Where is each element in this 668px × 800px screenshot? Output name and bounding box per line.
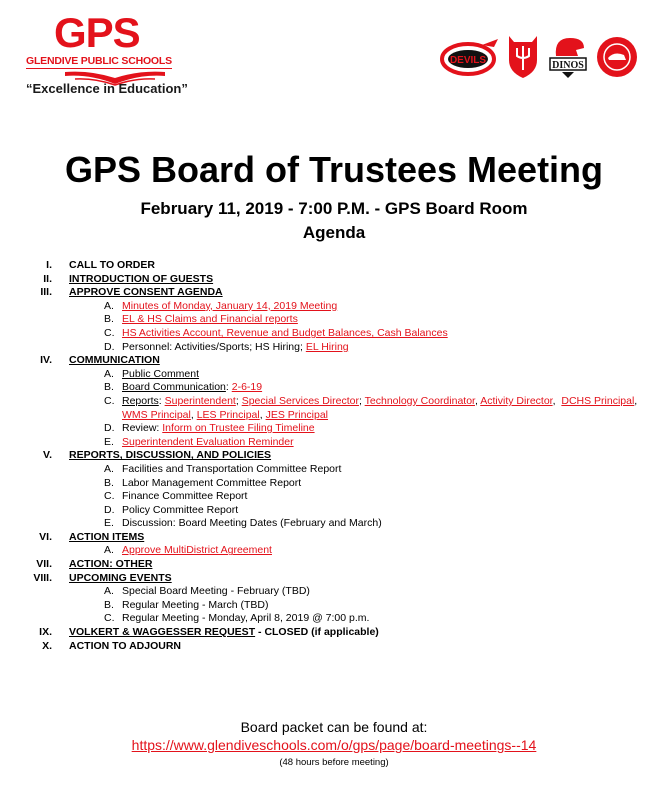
agenda-item: [0, 381, 668, 395]
logo-text: GPS: [54, 9, 140, 56]
separator: :: [158, 394, 165, 407]
minutes-link[interactable]: Minutes of Monday, January 14, 2019 Meeting: [122, 299, 338, 312]
agenda-item: [0, 327, 668, 341]
item-text: Regular Meeting - March (TBD): [122, 598, 269, 611]
agenda-item: [0, 368, 668, 382]
section-title: UPCOMING EVENTS: [69, 571, 172, 584]
el-hiring-link[interactable]: EL Hiring: [305, 340, 349, 353]
trident-shield-logo-icon: [506, 34, 540, 80]
section-title: VOLKERT & WAGGESSER REQUEST: [69, 626, 256, 639]
section-numeral: X.: [42, 639, 52, 652]
agenda-section: [0, 531, 668, 545]
board-packet-note: (48 hours before meeting): [279, 757, 389, 768]
item-letter: B.: [104, 381, 114, 394]
agenda-item: [0, 463, 668, 477]
agenda-item: [0, 544, 668, 558]
claims-reports-link[interactable]: EL & HS Claims and Financial reports: [122, 313, 298, 326]
page-title: GPS Board of Trustees Meeting: [64, 149, 604, 190]
section-numeral: VII.: [36, 558, 52, 571]
item-letter: E.: [104, 517, 114, 530]
agenda-item: C. Reports: Superintendent; Special Services Director; Technology Coordinator, Activity Director, DCHS Principal,: [104, 394, 638, 407]
item-letter: B.: [104, 476, 114, 489]
agenda-item: [0, 517, 668, 531]
report-dchs-principal-link[interactable]: DCHS Principal: [561, 394, 635, 407]
item-letter: E.: [104, 435, 114, 448]
agenda-item: [0, 490, 668, 504]
svg-text:DEVILS: DEVILS: [449, 55, 487, 66]
board-communication-link[interactable]: 2-6-19: [231, 381, 263, 394]
agenda-section: [0, 626, 668, 640]
agenda-item: [0, 300, 668, 314]
report-les-principal-link[interactable]: LES Principal: [196, 408, 260, 421]
board-packet-label: Board packet can be found at:: [240, 719, 428, 735]
agenda-item: [0, 599, 668, 613]
report-wms-principal-link[interactable]: WMS Principal: [122, 408, 191, 421]
agenda-item: [0, 341, 668, 355]
section-numeral: III.: [40, 286, 52, 299]
section-title: ACTION TO ADJOURN: [69, 639, 182, 652]
item-letter: A.: [104, 544, 114, 557]
item-letter: B.: [104, 313, 114, 326]
section-title: CALL TO ORDER: [69, 259, 155, 271]
report-activity-director-link[interactable]: Activity Director: [480, 394, 553, 407]
agenda-section: [0, 354, 668, 368]
item-text: Policy Committee Report: [122, 503, 239, 516]
item-letter: C.: [104, 612, 115, 625]
activities-account-link[interactable]: HS Activities Account, Revenue and Budget Balances, Cash Balances: [122, 326, 448, 339]
section-numeral: V.: [43, 449, 52, 462]
item-text: Facilities and Transportation Committee Report: [122, 462, 342, 475]
section-numeral: VI.: [39, 530, 52, 543]
dinos-logo-icon: [546, 34, 590, 80]
agenda-section: [0, 640, 668, 654]
section-title: APPROVE CONSENT AGENDA: [69, 286, 223, 299]
section-numeral: I.: [46, 259, 52, 271]
item-text: Special Board Meeting - February (TBD): [122, 585, 310, 598]
section-numeral: IV.: [40, 354, 52, 367]
tagline: “Excellence in Education”: [26, 81, 188, 96]
red-devils-logo-icon: [440, 37, 500, 77]
item-letter: D.: [104, 503, 115, 516]
agenda-section: [0, 558, 668, 572]
section-title: REPORTS, DISCUSSION, AND POLICIES: [69, 449, 272, 462]
item-letter: A.: [104, 585, 114, 598]
item-text: Regular Meeting - Monday, April 8, 2019 @ 7:00 p.m.: [122, 612, 370, 625]
agenda-item: [0, 612, 668, 626]
item-text: Personnel: Activities/Sports; HS Hiring;: [122, 340, 306, 353]
agenda-section: [0, 572, 668, 586]
board-packet-link[interactable]: https://www.glendiveschools.com/o/gps/page/board-meetings--14: [131, 737, 537, 753]
multidistrict-agreement-link[interactable]: Approve MultiDistrict Agreement: [122, 544, 272, 557]
section-numeral: VIII.: [33, 571, 52, 584]
section-numeral: IX.: [39, 626, 52, 639]
item-letter: C.: [104, 490, 115, 503]
item-letter: C.: [104, 394, 115, 407]
agenda-item: [0, 422, 668, 436]
svg-text:DINOS: DINOS: [552, 60, 584, 71]
item-text: Finance Committee Report: [122, 490, 248, 503]
item-letter: C.: [104, 326, 115, 339]
agenda-item: [0, 313, 668, 327]
section-numeral: II.: [43, 272, 52, 285]
item-text: Labor Management Committee Report: [122, 476, 302, 489]
section-title: INTRODUCTION OF GUESTS: [69, 272, 214, 285]
report-superintendent-link[interactable]: Superintendent: [164, 394, 236, 407]
section-title: COMMUNICATION: [69, 354, 160, 367]
agenda-section: [0, 449, 668, 463]
report-special-services-link[interactable]: Special Services Director: [241, 394, 359, 407]
agenda-item: [0, 436, 668, 450]
trustee-filing-link[interactable]: Inform on Trustee Filing Timeline: [162, 422, 315, 435]
item-letter: A.: [104, 299, 114, 312]
agenda-section: [0, 259, 668, 273]
agenda-list: [0, 259, 668, 653]
agenda-item: [0, 585, 668, 599]
item-text: Reports: [122, 394, 159, 407]
evaluation-reminder-link[interactable]: Superintendent Evaluation Reminder: [122, 435, 294, 448]
report-jes-principal-link[interactable]: JES Principal: [265, 408, 329, 421]
section-suffix: - CLOSED (if applicable): [255, 626, 379, 639]
item-letter: D.: [104, 422, 115, 435]
meeting-date-location: February 11, 2019 - 7:00 P.M. - GPS Board Room: [140, 199, 528, 218]
agenda-item: [0, 504, 668, 518]
report-technology-link[interactable]: Technology Coordinator: [364, 394, 475, 407]
agenda-heading: Agenda: [302, 223, 366, 242]
agenda-item-continued: WMS Principal, LES Principal, JES Principal: [122, 408, 329, 421]
item-text: Review:: [122, 422, 163, 435]
logo-subtitle: GLENDIVE PUBLIC SCHOOLS: [26, 55, 172, 67]
item-text: Board Communication: [122, 381, 226, 394]
item-letter: B.: [104, 598, 114, 611]
agenda-section: [0, 273, 668, 287]
item-letter: A.: [104, 462, 114, 475]
section-title: ACTION: OTHER: [69, 558, 153, 571]
agenda-item: [0, 477, 668, 491]
agenda-section: [0, 286, 668, 300]
item-letter: A.: [104, 367, 114, 380]
item-letter: D.: [104, 340, 115, 353]
section-title: ACTION ITEMS: [69, 530, 145, 543]
item-text: Discussion: Board Meeting Dates (February and March): [122, 517, 382, 530]
elementary-seal-logo-icon: [596, 36, 638, 78]
separator: :: [225, 381, 232, 394]
item-text: Public Comment: [122, 367, 200, 380]
mascot-logos: [440, 34, 638, 80]
